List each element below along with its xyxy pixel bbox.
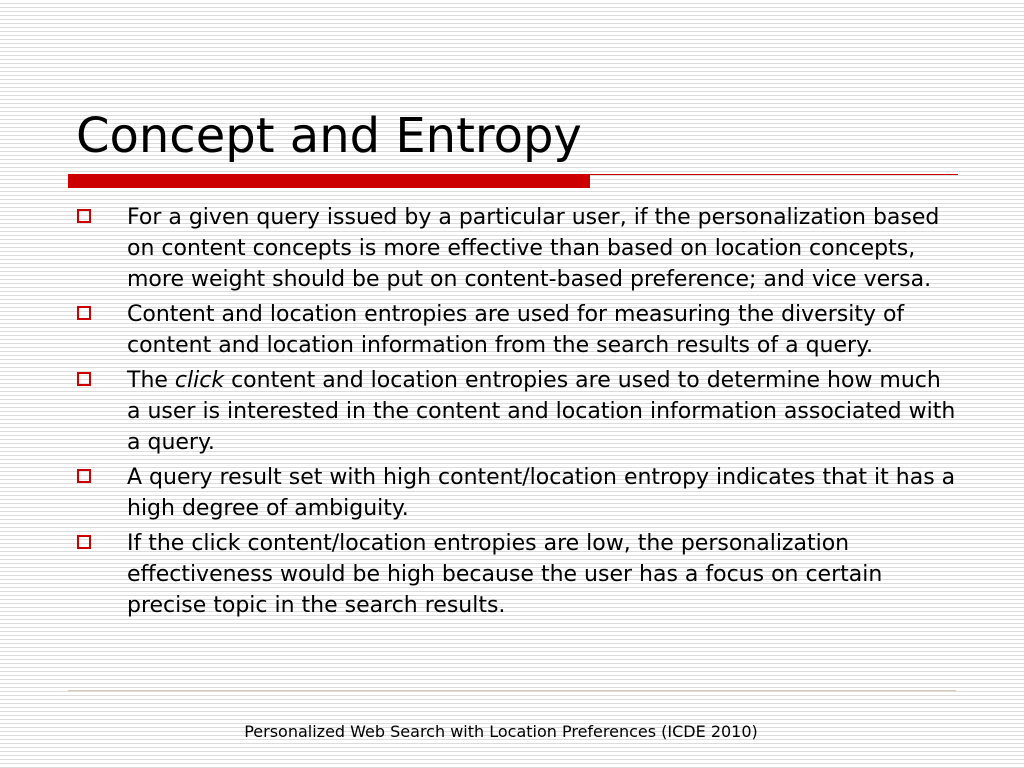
footer-divider [68,690,956,691]
hollow-square-icon [77,535,91,549]
hollow-square-icon [77,469,91,483]
bullet-text-emphasis: click [174,368,225,393]
slide-footer: Personalized Web Search with Location Preferences (ICDE 2010) [244,722,758,741]
bullet-text [127,368,955,455]
bullet-item [76,528,956,621]
hollow-square-icon [77,372,91,386]
bullet-text: For a given query issued by a particular user, if the personalization based on content concepts is more effective than based on location concepts, more weight should be put on content-based preference; and vice versa. [127,205,940,292]
bullet-list [76,202,956,625]
bullet-item [76,462,956,524]
hollow-square-icon [77,306,91,320]
slide-title: Concept and Entropy [76,108,582,164]
bullet-item [76,365,956,458]
bullet-item [76,299,956,361]
bullet-text: If the click content/location entropies are low, the personalization effectiveness would be high because the user has a focus on certain precise topic in the search results. [127,531,883,618]
bullet-text: A query result set with high content/location entropy indicates that it has a high degree of ambiguity. [127,465,956,521]
title-underline-thin [590,174,958,175]
title-underline-accent [68,174,590,188]
bullet-text: Content and location entropies are used for measuring the diversity of content and location information from the search results of a query. [127,302,905,358]
bullet-text-lead: The [127,368,175,393]
bullet-item [76,202,956,295]
bullet-text-rest: content and location entropies are used to determine how much a user is interested in the content and location information associated with a query. [127,368,956,455]
hollow-square-icon [77,209,91,223]
